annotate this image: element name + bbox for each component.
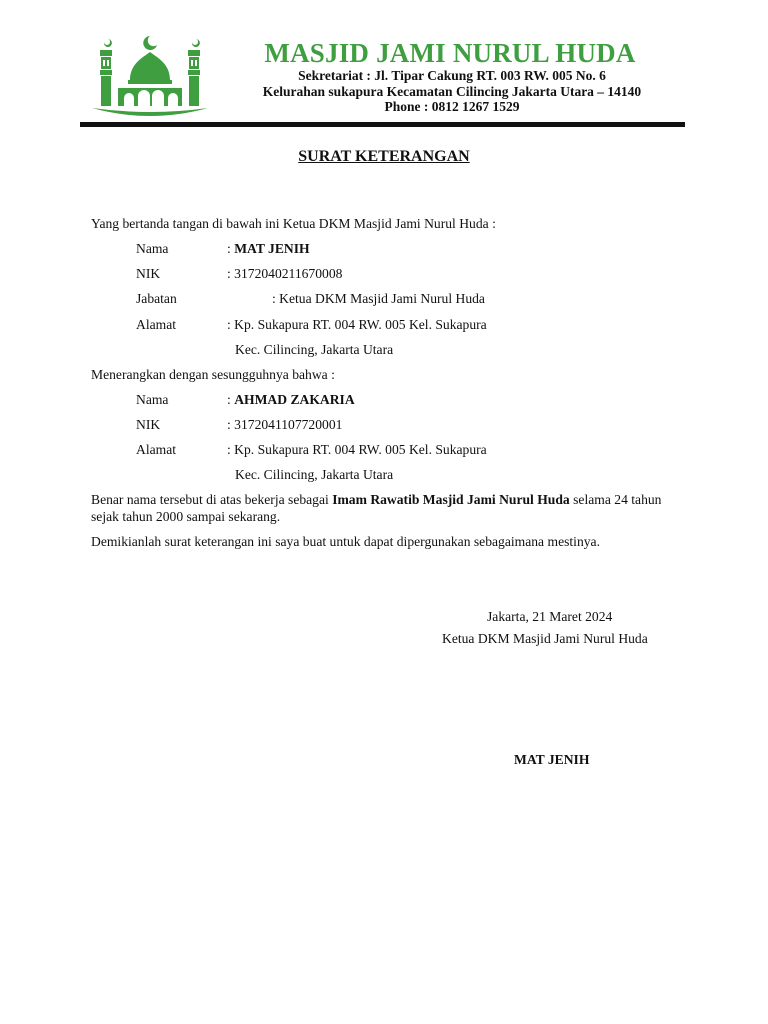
signer-address-value: Kec. Cilincing, Jakarta Utara (235, 342, 394, 357)
signer-address-value: : Kp. Sukapura RT. 004 RW. 005 Kel. Sukapura (227, 317, 487, 332)
mosque-icon (90, 32, 210, 118)
statement-intro: Menerangkan dengan sesungguhnya bahwa : (91, 367, 335, 382)
signer-position-label: Jabatan (136, 291, 177, 306)
subject-nik-value: : 3172041107720001 (227, 417, 343, 432)
intro-text: Yang bertanda tangan di bawah ini Ketua DKM Masjid Jami Nurul Huda : (91, 216, 496, 231)
org-name: MASJID JAMI NURUL HUDA (264, 38, 636, 68)
signer-position-value: : Ketua DKM Masjid Jami Nurul Huda (272, 291, 485, 306)
signer-nik-label: NIK (136, 266, 161, 281)
signer-name-value: : MAT JENIH (227, 241, 310, 256)
body-paragraph (91, 491, 691, 525)
subject-address-value: Kec. Cilincing, Jakarta Utara (235, 467, 394, 482)
closing-text: Demikianlah surat keterangan ini saya buat untuk dapat dipergunakan sebagaimana mestinya. (91, 534, 600, 549)
signer-name-label: Nama (136, 241, 169, 256)
subject-name-label: Nama (136, 392, 169, 407)
subject-name-value: : AHMAD ZAKARIA (227, 392, 355, 407)
subject-name: AHMAD ZAKARIA (234, 392, 355, 407)
address-line: Kelurahan sukapura Kecamatan Cilincing Jakarta Utara – 14140 (262, 84, 642, 99)
phone-line: Phone : 0812 1267 1529 (384, 99, 520, 114)
address-line: Sekretariat : Jl. Tipar Cakung RT. 003 RW. 005 No. 6 (298, 68, 606, 83)
signer-address-label: Alamat (136, 317, 177, 332)
letter-title: SURAT KETERANGAN (298, 148, 470, 165)
subject-nik-label: NIK (136, 417, 161, 432)
body-role: Imam Rawatib Masjid Jami Nurul Huda (332, 492, 570, 507)
signer-title: Ketua DKM Masjid Jami Nurul Huda (442, 631, 648, 646)
body-text: selama 24 tahun sejak tahun 2000 sampai sekarang. (91, 492, 662, 524)
body-text: Benar nama tersebut di atas bekerja sebagai (91, 492, 333, 507)
signer-name: MAT JENIH (234, 241, 310, 256)
signature-name: MAT JENIH (514, 752, 590, 767)
signer-nik-value: : 3172040211670008 (227, 266, 343, 281)
subject-address-label: Alamat (136, 442, 177, 457)
subject-address-value: : Kp. Sukapura RT. 004 RW. 005 Kel. Sukapura (227, 442, 487, 457)
place-date: Jakarta, 21 Maret 2024 (487, 609, 613, 624)
header-divider (80, 122, 685, 127)
